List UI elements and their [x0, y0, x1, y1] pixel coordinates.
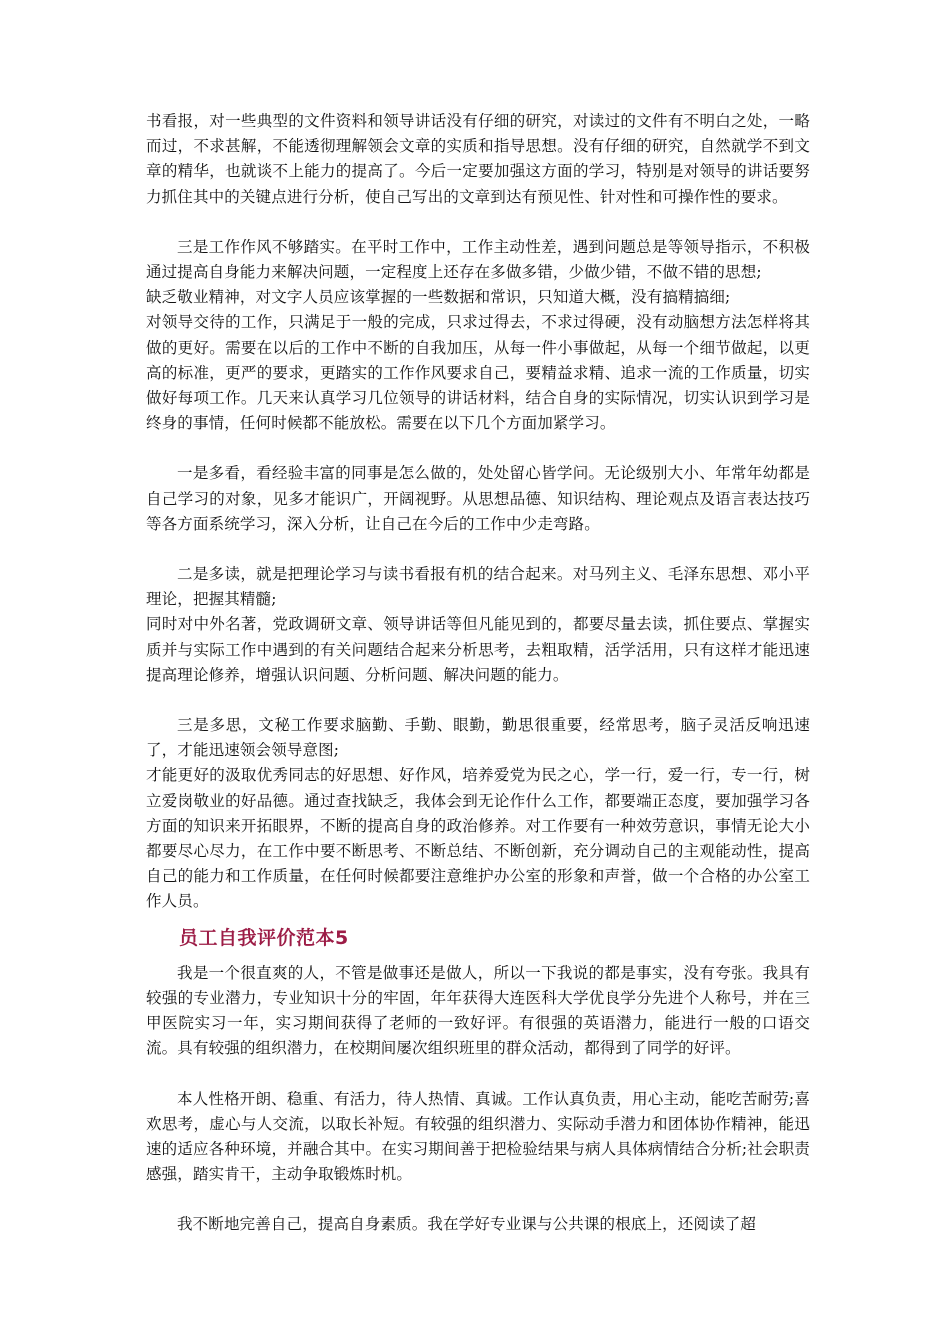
paragraph-think-more-continued: 才能更好的汲取优秀同志的好思想、好作风，培养爱党为民之心，学一行，爱一行，专一行，树立爱岗敬业的好品德。通过查找缺乏，我体会到无论作什么工作，都要端正态度，要加强学习各方面的知识来开拓眼界，不断的提高自身的政治修养。对工作要有一种效劳意识，事情无论大小都要尽心尽力，在工作中要不断思考、不断总结、不断创新，充分调动自己的主观能动性，提高自己的能力和工作质量，在任何时候都要注意维护办公室的形象和声誉，做一个合格的办公室工作人员。: [146, 766, 810, 911]
section-heading: 员工自我评价范本5: [179, 926, 349, 949]
paragraph-personality: 本人性格开朗、稳重、有活力，待人热情、真诚。工作认真负责，用心主动，能吃苦耐劳;喜欢思考，虚心与人交流，以取长补短。有较强的组织潜力、实际动手潜力和团体协作精神，能迅速的适应各种环境，并融合其中。在实习期间善于把检验结果与病人具体病情结合分析;社会职责感强，踏实肯干，主动争取锻炼时机。: [146, 1089, 810, 1184]
document-page: [146, 109, 810, 1238]
paragraph-think-more: 三是多思，文秘工作要求脑勤、手勤、眼勤，勤思很重要，经常思考，脑子灵活反响迅速了，才能迅速领会领导意图;: [146, 716, 810, 760]
paragraph-continued: 书看报，对一些典型的文件资料和领导讲话没有仔细的研究，对读过的文件有不明白之处，一略而过，不求甚解，不能透彻理解领会文章的实质和指导思想。没有仔细的研究，自然就学不到文章的精华，也就谈不上能力的提高了。今后一定要加强这方面的学习，特别是对领导的讲话要努力抓住其中的关键点进行分析，使自己写出的文章到达有预见性、针对性和可操作性的要求。: [146, 112, 810, 206]
paragraph-gap: [146, 1062, 810, 1087]
paragraph-gap: [146, 436, 810, 461]
paragraph-read-more: 二是多读，就是把理论学习与读书看报有机的结合起来。对马列主义、毛泽东思想、邓小平理论，把握其精髓;: [146, 565, 810, 609]
paragraph-gap: [146, 537, 810, 562]
paragraph-gap: [146, 688, 810, 713]
paragraph-self-intro: 我是一个很直爽的人，不管是做事还是做人，所以一下我说的都是事实，没有夸张。我具有较强的专业潜力，专业知识十分的牢固，年年获得大连医科大学优良学分先进个人称号，并在三甲医院实习一年，实习期间获得了老师的一致好评。有很强的英语潜力，能进行一般的口语交流。具有较强的组织潜力，在校期间屡次组织班里的群众活动，都得到了同学的好评。: [146, 963, 810, 1058]
paragraph-self-improvement: 我不断地完善自己，提高自身素质。我在学好专业课与公共课的根底上，还阅读了超: [177, 1215, 757, 1234]
paragraph-look-more: 一是多看，看经验丰富的同事是怎么做的，处处留心皆学问。无论级别大小、年常年幼都是自己学习的对象，见多才能识广，开阔视野。从思想品德、知识结构、理论观点及语言表达技巧等各方面系统学习，深入分析，让自己在今后的工作中少走弯路。: [146, 464, 810, 533]
paragraph-dedication: 缺乏敬业精神，对文字人员应该掌握的一些数据和常识，只知道大概，没有搞精搞细;: [146, 288, 731, 307]
paragraph-gap: [146, 210, 810, 235]
paragraph-work-style: 三是工作作风不够踏实。在平时工作中，工作主动性差，遇到问题总是等领导指示，不积极通过提高自身能力来解决问题，一定程度上还存在多做多错，少做少错，不做不错的思想;: [146, 237, 810, 282]
paragraph-read-more-continued: 同时对中外名著，党政调研文章、领导讲话等但凡能见到的，都要尽量去读，抓住要点、掌握实质并与实际工作中遇到的有关问题结合起来分析思考，去粗取精，活学活用，只有这样才能迅速提高理论修养，增强认识问题、分析问题、解决问题的能力。: [146, 615, 810, 684]
paragraph-gap: [146, 1187, 810, 1212]
paragraph-leader-tasks: 对领导交待的工作，只满足于一般的完成，只求过得去，不求过得硬，没有动脑想方法怎样将其做的更好。需要在以后的工作中不断的自我加压，从每一件小事做起，从每一个细节做起，以更高的标准，更严的要求，更踏实的工作作风要求自己，要精益求精、追求一流的工作质量，切实做好每项工作。几天来认真学习几位领导的讲话材料，结合自身的实际情况，切实认识到学习是终身的事情，任何时候都不能放松。需要在以下几个方面加紧学习。: [146, 313, 810, 433]
